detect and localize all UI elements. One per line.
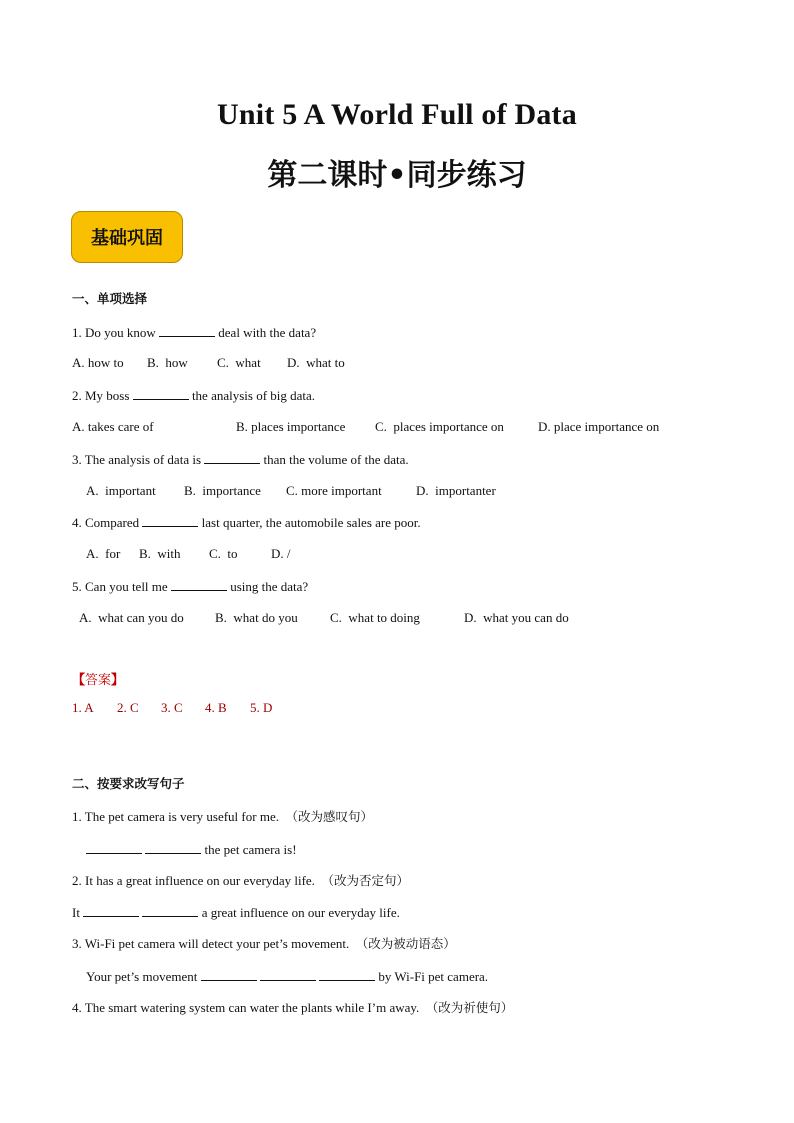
answer-blank xyxy=(204,451,260,464)
page-title: Unit 5 A World Full of Data xyxy=(217,98,577,131)
option-a: A. how to xyxy=(72,355,124,370)
option-c: C. what to doing xyxy=(330,610,420,625)
option-d: D. / xyxy=(271,546,291,561)
option-d: D. importanter xyxy=(416,483,496,498)
answer-blank xyxy=(142,904,198,917)
question-2: 2. My boss the analysis of big data. xyxy=(72,388,316,403)
answer-blank xyxy=(319,968,375,981)
option-c: C. places importance on xyxy=(375,419,504,434)
rewrite-question-3: 3. Wi-Fi pet camera will detect your pet’s movement. （改为被动语态） xyxy=(72,936,456,951)
option-a: A. what can you do xyxy=(79,610,184,625)
option-d: D. place importance on xyxy=(538,419,660,434)
answer-item: 5. D xyxy=(250,700,273,715)
answer-item: 4. B xyxy=(205,700,227,715)
option-d: D. what to xyxy=(287,355,345,370)
answer-heading: 【答案】 xyxy=(72,672,125,688)
answer-item: 2. C xyxy=(117,700,139,715)
rewrite-answer-3: Your pet’s movement by Wi-Fi pet camera. xyxy=(86,969,489,984)
option-a: A. takes care of xyxy=(72,419,154,434)
option-a: A. for xyxy=(86,546,121,561)
answer-item: 1. A xyxy=(72,700,94,715)
rewrite-question-4: 4. The smart watering system can water the plants while I’m away. （改为祈使句） xyxy=(72,1000,514,1015)
section-badge xyxy=(71,211,183,263)
answer-blank xyxy=(260,968,316,981)
question-1: 1. Do you know deal with the data? xyxy=(72,325,317,340)
option-b: B. with xyxy=(139,546,181,561)
option-b: B. what do you xyxy=(215,610,298,625)
answer-blank xyxy=(201,968,257,981)
option-c: C. more important xyxy=(286,483,382,498)
rewrite-question-2: 2. It has a great influence on our everyday life. （改为否定句） xyxy=(72,873,409,888)
question-4: 4. Compared last quarter, the automobile sales are poor. xyxy=(72,515,421,530)
answer-item: 3. C xyxy=(161,700,183,715)
option-c: C. what xyxy=(217,355,261,370)
option-b: B. places importance xyxy=(236,419,346,434)
question-5: 5. Can you tell me using the data? xyxy=(72,579,309,594)
answer-blank xyxy=(133,387,189,400)
section1-heading: 一、单项选择 xyxy=(72,291,148,306)
answer-blank xyxy=(142,514,198,527)
rewrite-answer-2: It a great influence on our everyday life. xyxy=(72,905,400,920)
question-3: 3. The analysis of data is than the volume of the data. xyxy=(72,452,409,467)
option-d: D. what you can do xyxy=(464,610,569,625)
badge-label: 基础巩固 xyxy=(91,228,163,249)
rewrite-answer-1: the pet camera is! xyxy=(86,841,297,858)
option-a: A. important xyxy=(86,483,156,498)
page-subtitle: 第二课时•同步练习 xyxy=(267,158,527,193)
option-b: B. importance xyxy=(184,483,261,498)
answer-blank xyxy=(159,324,215,337)
answer-blank xyxy=(83,904,139,917)
rewrite-question-1: 1. The pet camera is very useful for me. （改为感叹句） xyxy=(72,809,373,824)
answer-blank xyxy=(145,841,201,854)
option-b: B. how xyxy=(147,355,188,370)
section2-heading: 二、按要求改写句子 xyxy=(72,776,185,791)
option-c: C. to xyxy=(209,546,238,561)
answer-blank xyxy=(171,578,227,591)
answer-blank xyxy=(86,841,142,854)
